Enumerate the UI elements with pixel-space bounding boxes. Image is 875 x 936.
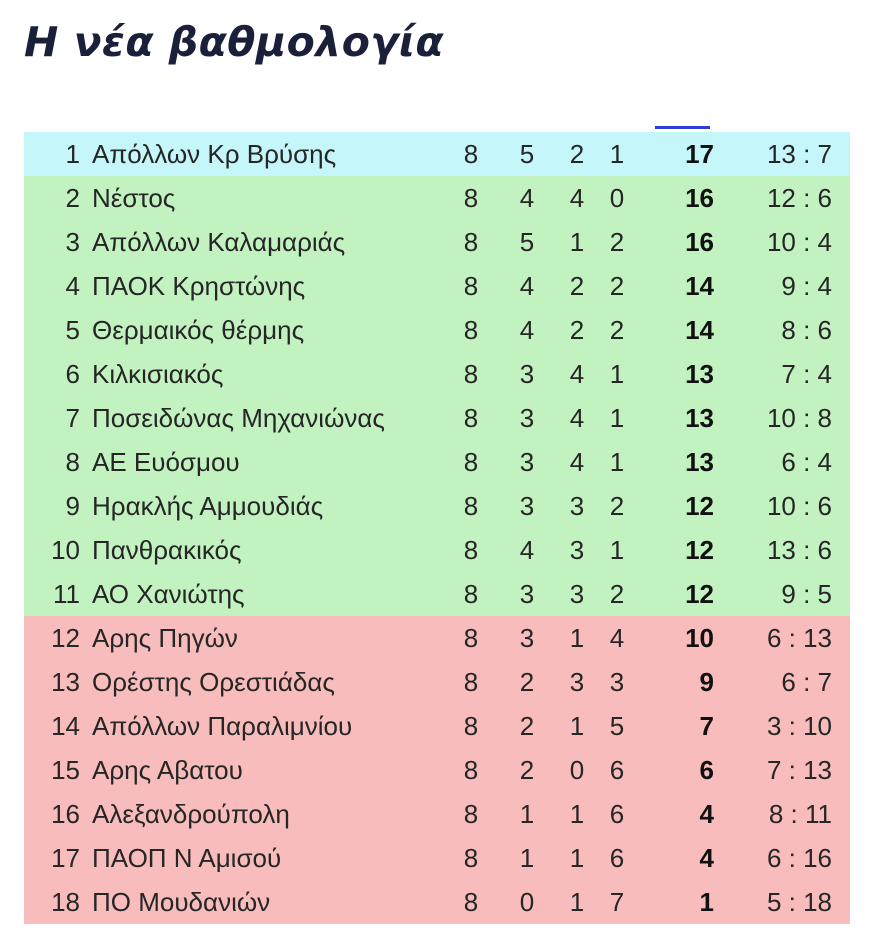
points-cell: 14 <box>685 315 714 345</box>
goals-cell: 3 : 10 <box>766 711 832 741</box>
team-name-cell: ΑΕ Ευόσμου <box>92 447 240 477</box>
team-name-cell: Αρης Αβατου <box>92 755 243 785</box>
wins-cell: 2 <box>519 755 535 785</box>
losses-cell: 2 <box>609 579 625 609</box>
losses-cell: 3 <box>609 667 625 697</box>
games-played-cell: 8 <box>463 887 479 917</box>
team-name-cell: ΠΑΟΠ Ν Αμισού <box>92 843 282 873</box>
games-played-cell: 8 <box>463 315 479 345</box>
page-title: Η νέα βαθμολογία <box>24 18 444 66</box>
table-row <box>24 440 850 484</box>
wins-cell: 4 <box>519 183 535 213</box>
goals-cell: 7 : 13 <box>766 755 832 785</box>
wins-cell: 3 <box>519 447 535 477</box>
goals-cell: 7 : 4 <box>781 359 832 389</box>
games-played-cell: 8 <box>463 579 479 609</box>
draws-cell: 2 <box>569 271 585 301</box>
table-row <box>24 704 850 748</box>
losses-cell: 1 <box>609 535 625 565</box>
position-cell: 5 <box>65 315 80 345</box>
goals-cell: 5 : 18 <box>766 887 832 917</box>
table-row <box>24 660 850 704</box>
losses-cell: 1 <box>609 139 625 169</box>
wins-cell: 3 <box>519 403 535 433</box>
points-cell: 12 <box>685 535 714 565</box>
team-name-cell: ΠΑΟΚ Κρηστώνης <box>92 271 306 301</box>
points-cell: 17 <box>685 139 714 169</box>
draws-cell: 1 <box>569 227 585 257</box>
games-played-cell: 8 <box>463 139 479 169</box>
draws-cell: 4 <box>569 183 585 213</box>
draws-cell: 4 <box>569 359 585 389</box>
draws-cell: 4 <box>569 447 585 477</box>
team-name-cell: Ποσειδώνας Μηχανιώνας <box>92 403 385 433</box>
draws-cell: 1 <box>569 843 585 873</box>
points-cell: 7 <box>699 711 714 741</box>
wins-cell: 1 <box>519 843 535 873</box>
losses-cell: 1 <box>609 403 625 433</box>
losses-cell: 2 <box>609 271 625 301</box>
points-cell: 6 <box>699 755 714 785</box>
wins-cell: 3 <box>519 491 535 521</box>
wins-cell: 5 <box>519 227 535 257</box>
position-cell: 17 <box>51 843 80 873</box>
goals-cell: 10 : 4 <box>766 227 832 257</box>
table-row <box>24 836 850 880</box>
losses-cell: 4 <box>609 623 625 653</box>
position-cell: 1 <box>65 139 80 169</box>
losses-cell: 7 <box>609 887 625 917</box>
goals-cell: 13 : 7 <box>766 139 832 169</box>
wins-cell: 2 <box>519 667 535 697</box>
table-row <box>24 396 850 440</box>
losses-cell: 5 <box>609 711 625 741</box>
position-cell: 15 <box>51 755 80 785</box>
goals-cell: 10 : 6 <box>766 491 832 521</box>
games-played-cell: 8 <box>463 447 479 477</box>
draws-cell: 3 <box>569 579 585 609</box>
table-row <box>24 264 850 308</box>
team-name-cell: ΑΟ Χανιώτης <box>92 579 245 609</box>
wins-cell: 4 <box>519 535 535 565</box>
points-cell: 4 <box>699 843 714 873</box>
wins-cell: 4 <box>519 315 535 345</box>
points-cell: 13 <box>685 403 714 433</box>
position-cell: 11 <box>53 579 80 609</box>
wins-cell: 1 <box>519 799 535 829</box>
position-cell: 4 <box>65 271 80 301</box>
position-cell: 6 <box>65 359 80 389</box>
goals-cell: 9 : 5 <box>781 579 832 609</box>
position-cell: 18 <box>51 887 80 917</box>
points-cell: 4 <box>699 799 714 829</box>
games-played-cell: 8 <box>463 755 479 785</box>
games-played-cell: 8 <box>463 711 479 741</box>
goals-cell: 6 : 13 <box>766 623 832 653</box>
losses-cell: 6 <box>609 755 625 785</box>
goals-cell: 12 : 6 <box>766 183 832 213</box>
wins-cell: 5 <box>519 139 535 169</box>
draws-cell: 1 <box>569 799 585 829</box>
team-name-cell: Ηρακλής Αμμουδιάς <box>92 491 324 521</box>
points-cell: 16 <box>685 183 714 213</box>
wins-cell: 0 <box>519 887 535 917</box>
wins-cell: 2 <box>519 711 535 741</box>
table-row <box>24 792 850 836</box>
goals-cell: 6 : 7 <box>781 667 832 697</box>
table-row <box>24 572 850 616</box>
losses-cell: 2 <box>609 227 625 257</box>
table-row <box>24 880 850 924</box>
team-name-cell: Απόλλων Καλαμαριάς <box>92 227 346 257</box>
goals-cell: 6 : 4 <box>781 447 832 477</box>
draws-cell: 3 <box>569 535 585 565</box>
goals-cell: 13 : 6 <box>766 535 832 565</box>
sorted-column-indicator <box>655 126 710 129</box>
games-played-cell: 8 <box>463 271 479 301</box>
team-name-cell: Απόλλων Παραλιμνίου <box>92 711 353 741</box>
table-row <box>24 528 850 572</box>
table-row <box>24 484 850 528</box>
position-cell: 2 <box>65 183 80 213</box>
points-cell: 9 <box>699 667 714 697</box>
losses-cell: 0 <box>609 183 625 213</box>
table-row <box>24 352 850 396</box>
position-cell: 13 <box>51 667 80 697</box>
points-cell: 14 <box>685 271 714 301</box>
position-cell: 10 <box>51 535 80 565</box>
team-name-cell: Αρης Πηγών <box>92 623 238 653</box>
draws-cell: 3 <box>569 667 585 697</box>
table-row <box>24 616 850 660</box>
draws-cell: 1 <box>569 711 585 741</box>
points-cell: 1 <box>699 887 714 917</box>
team-name-cell: Ορέστης Ορεστιάδας <box>92 667 335 697</box>
losses-cell: 2 <box>609 315 625 345</box>
wins-cell: 4 <box>519 271 535 301</box>
points-cell: 13 <box>685 447 714 477</box>
games-played-cell: 8 <box>463 183 479 213</box>
draws-cell: 2 <box>569 139 585 169</box>
draws-cell: 4 <box>569 403 585 433</box>
position-cell: 14 <box>51 711 80 741</box>
draws-cell: 1 <box>569 623 585 653</box>
points-cell: 13 <box>685 359 714 389</box>
games-played-cell: 8 <box>463 843 479 873</box>
draws-cell: 1 <box>569 887 585 917</box>
games-played-cell: 8 <box>463 227 479 257</box>
table-row <box>24 308 850 352</box>
draws-cell: 2 <box>569 315 585 345</box>
games-played-cell: 8 <box>463 667 479 697</box>
games-played-cell: 8 <box>463 535 479 565</box>
wins-cell: 3 <box>519 579 535 609</box>
team-name-cell: Νέστος <box>92 183 176 213</box>
games-played-cell: 8 <box>463 359 479 389</box>
games-played-cell: 8 <box>463 799 479 829</box>
position-cell: 9 <box>65 491 80 521</box>
games-played-cell: 8 <box>463 623 479 653</box>
goals-cell: 9 : 4 <box>781 271 832 301</box>
losses-cell: 1 <box>609 359 625 389</box>
goals-cell: 6 : 16 <box>766 843 832 873</box>
games-played-cell: 8 <box>463 403 479 433</box>
table-row <box>24 220 850 264</box>
points-cell: 16 <box>685 227 714 257</box>
team-name-cell: Κιλκισιακός <box>92 359 224 389</box>
wins-cell: 3 <box>519 359 535 389</box>
team-name-cell: Αλεξανδρούπολη <box>92 799 290 829</box>
standings-table <box>24 132 850 924</box>
games-played-cell: 8 <box>463 491 479 521</box>
wins-cell: 3 <box>519 623 535 653</box>
team-name-cell: Απόλλων Κρ Βρύσης <box>92 139 337 169</box>
losses-cell: 6 <box>609 799 625 829</box>
goals-cell: 8 : 6 <box>781 315 832 345</box>
losses-cell: 6 <box>609 843 625 873</box>
table-row <box>24 748 850 792</box>
position-cell: 7 <box>65 403 80 433</box>
goals-cell: 8 : 11 <box>768 799 832 829</box>
team-name-cell: ΠΟ Μουδανιών <box>92 887 271 917</box>
draws-cell: 3 <box>569 491 585 521</box>
position-cell: 3 <box>65 227 80 257</box>
position-cell: 16 <box>51 799 80 829</box>
table-row <box>24 132 850 176</box>
losses-cell: 2 <box>609 491 625 521</box>
goals-cell: 10 : 8 <box>766 403 832 433</box>
losses-cell: 1 <box>609 447 625 477</box>
table-row <box>24 176 850 220</box>
points-cell: 12 <box>685 579 714 609</box>
position-cell: 8 <box>65 447 80 477</box>
team-name-cell: Θερμαικός θέρμης <box>92 315 305 345</box>
points-cell: 10 <box>685 623 714 653</box>
position-cell: 12 <box>51 623 80 653</box>
team-name-cell: Πανθρακικός <box>92 535 242 565</box>
points-cell: 12 <box>685 491 714 521</box>
draws-cell: 0 <box>569 755 585 785</box>
